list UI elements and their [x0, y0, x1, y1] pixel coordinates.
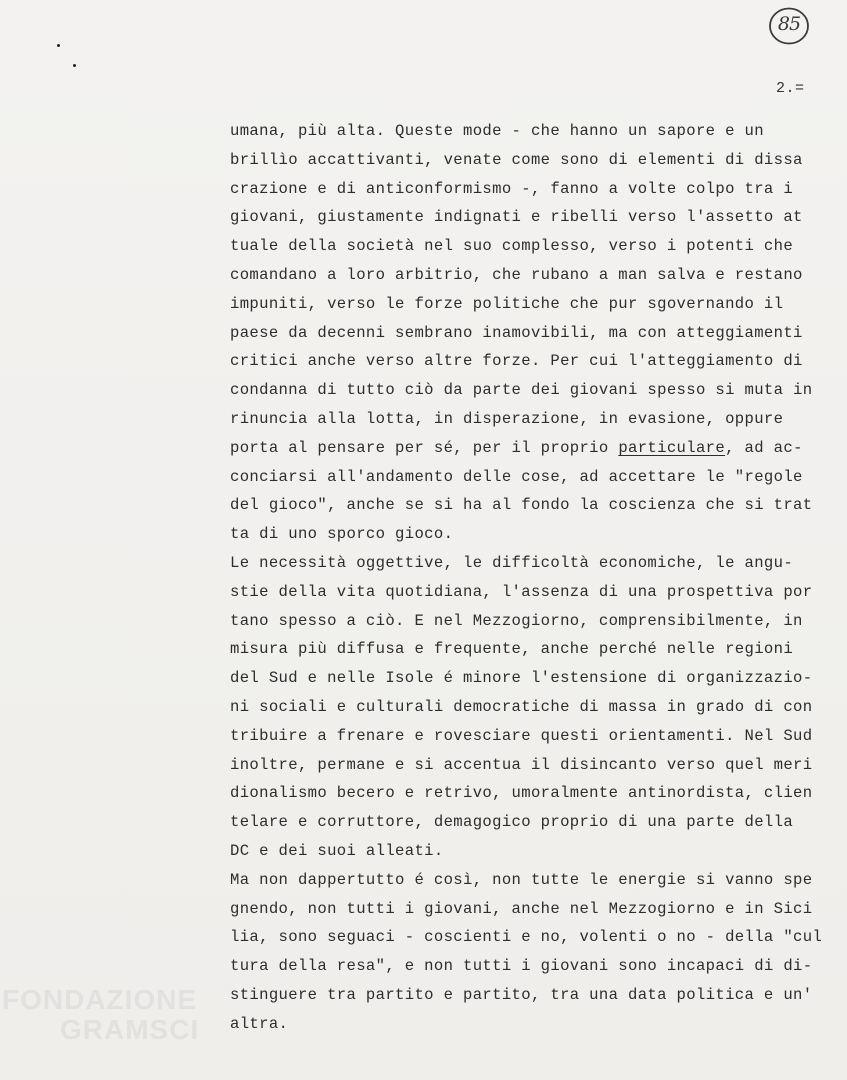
text-line: critici anche verso altre forze. Per cui l'atteggiamento di [230, 352, 803, 371]
text-line: giovani, giustamente indignati e ribelli verso l'assetto at [230, 208, 803, 227]
text-line: umana, più alta. Queste mode - che hanno un sapore e un [230, 122, 764, 140]
text-line: tura della resa", e non tutti i giovani sono incapaci di di- [230, 957, 813, 976]
text-line: porta al pensare per sé, per il proprio particulare, ad ac- [230, 438, 803, 457]
text-line: tribuire a frenare e rovesciare questi orientamenti. Nel Sud [230, 726, 813, 745]
watermark-logo [2, 985, 199, 1045]
text-line: stinguere tra partito e partito, tra una data politica e un' [230, 985, 813, 1004]
text-line: condanna di tutto ciò da parte dei giovani spesso si muta in [230, 381, 813, 400]
text-line: stie della vita quotidiana, l'assenza di una prospettiva por [230, 582, 813, 601]
text-line: Ma non dappertutto é così, non tutte le energie si vanno spe [230, 870, 813, 889]
text-line: del Sud e nelle Isole é minore l'estensione di organizzazio- [230, 669, 813, 688]
text-line: Le necessità oggettive, le difficoltà economiche, le angu- [230, 553, 794, 572]
margin-mark [57, 44, 60, 47]
text-line: tuale della società nel suo complesso, verso i potenti che [230, 237, 794, 256]
text-line: gnendo, non tutti i giovani, anche nel Mezzogiorno e in Sici [230, 899, 813, 918]
text-line: comandano a loro arbitrio, che rubano a man salva e restano [230, 265, 803, 284]
text-line: altra. [230, 1014, 289, 1033]
text-line: brillìo accattivanti, venate come sono di elementi di dissa [230, 150, 803, 169]
text-line: ni sociali e culturali democratiche di massa in grado di con [230, 697, 813, 716]
text-line: inoltre, permane e si accentua il disincanto verso quel meri [230, 755, 813, 774]
text-line: dionalismo becero e retrivo, umoralmente antinordista, clien [230, 784, 813, 803]
text-line: telare e corruttore, demagogico proprio di una parte della [230, 813, 794, 832]
watermark-line-2: GRAMSCI [60, 1014, 200, 1045]
text-line: del gioco", anche se si ha al fondo la coscienza che si trat [230, 496, 813, 515]
text-line: lia, sono seguaci - coscienti e no, volenti o no - della "cul [230, 928, 823, 947]
watermark-line-1: FONDAZIONE [2, 984, 198, 1015]
underlined-word: particulare [618, 438, 726, 457]
archive-stamp [768, 6, 810, 46]
page-number: 2.= [776, 80, 805, 97]
text-line: paese da decenni sembrano inamovibili, ma con atteggiamenti [230, 323, 803, 342]
text-line: misura più diffusa e frequente, anche perché nelle regioni [230, 640, 794, 659]
typewritten-body [230, 117, 823, 1039]
text-line: impuniti, verso le forze politiche che pur sgovernando il [230, 294, 784, 313]
text-line: crazione e di anticonformismo -, fanno a volte colpo tra i [230, 179, 794, 198]
text-line: rinuncia alla lotta, in disperazione, in evasione, oppure [230, 409, 784, 428]
text-line: tano spesso a ciò. E nel Mezzogiorno, comprensibilmente, in [230, 611, 803, 630]
text-line: ta di uno sporco gioco. [230, 525, 454, 544]
margin-mark [73, 64, 76, 67]
text-line: DC e dei suoi alleati. [230, 841, 444, 860]
text-line: conciarsi all'andamento delle cose, ad accettare le "regole [230, 467, 803, 486]
stamp-number: 85 [777, 13, 801, 35]
